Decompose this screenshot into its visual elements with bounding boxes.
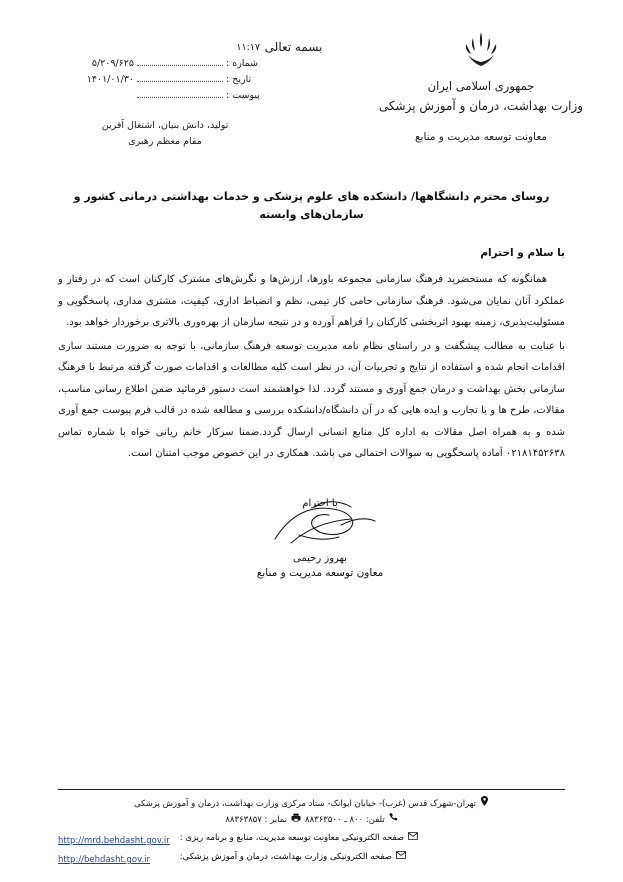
footer-contact-line (58, 812, 565, 828)
letter-time: ۱۱:۱۷ (236, 42, 260, 53)
slogan-line-1: تولید، دانش بنیان، اشتغال آفرین (101, 120, 229, 131)
greeting-line: با سلام و احترام (480, 247, 565, 260)
meta-label-date: تاریخ : (226, 74, 252, 85)
meta-label-number: شماره : (226, 58, 259, 69)
footer-link-cell-2[interactable] (58, 847, 170, 866)
fax-icon (291, 812, 301, 828)
footer-link-behdasht[interactable]: http://behdasht.gov.ir (58, 855, 151, 865)
letter-body (0, 188, 623, 579)
basmala-label: بسمه تعالی (264, 40, 323, 54)
meta-dots-number (137, 56, 223, 66)
footer-email-label-2: صفحه الکترونیکی وزارت بهداشت، درمان و آموزش پزشکی: (179, 851, 392, 862)
signer-name: بهروز رحیمی (293, 552, 347, 564)
footer-email-label-1: صفحه الکترونیکی معاونت توسعه مدیریت، منابع و برنامه ریزی : (179, 832, 404, 843)
footer-fax-text: نمابر : ۸۸۳۶۳۸۵۷ (225, 814, 288, 825)
letter-meta-block (60, 42, 260, 104)
org-name-line-1: جمهوری اسلامی ایران (427, 78, 535, 94)
letter-footer (0, 789, 623, 866)
meta-row-attachment (60, 88, 260, 101)
meta-dots-date (137, 72, 223, 82)
envelope-icon-2 (396, 851, 406, 862)
body-paragraph-2: با عنایت به مطالب پیشگفت و در راستای نظام نامه مدیریت توسعه فرهنگ سازمانی، با توجه به ضرورت مستند سازی اقدامات انجام شده و استفاده از نتایج و تجربیات آن، در نظر است کلیه مطالعات و اقدامات صورت گرفته مرتبط با فرهنگ سازمانی بخش بهداشت و درمان جمع آوری و مستند گردد. لذا خواهشمند است دستور فرمائید ضمن اطلاع رسانی مناسب، مقالات، طرح ها و یا تجارب و ایده هایی که در آن دانشگاه/دانشکده بررسی و مطالعه شده در قالب فرم پیوست جمع آوری شده و به همراه اصل مقالات به اداره کل منابع انسانی ارسال گردد.ضمنا سرکار خانم ریانی خواه با شماره تماس ۰۲۱۸۱۴۵۲۶۳۸ آماده پاسخگویی به سوالات احتمالی می باشد. همکاری در این خصوص موجب امتنان است. (58, 340, 565, 460)
meta-row-date (60, 72, 260, 85)
meta-dots-attachment (137, 88, 223, 98)
year-slogan (70, 118, 260, 150)
signature-closing: با احترام (302, 497, 338, 509)
meta-label-attachment: پیوست : (226, 90, 260, 101)
meta-value-date: ۱۴۰۱/۰۱/۳۰ (86, 74, 134, 85)
footer-address-line (58, 796, 565, 812)
location-pin-icon (480, 796, 489, 812)
body-paragraph-1: همانگونه که مستحضرید فرهنگ سازمانی مجموعه باورها، ارزش‌ها و نگرش‌های مشترک کارکنان است که در رفتار و عملکرد آنان نمایان می‌شود. فرهنگ سازمانی حامی کار تیمی، نظم و انضباط اداری، کیفیت، مشتری مداری، پاسخگویی و مسئولیت‌پذیری، زمینه بهبود اثربخشی کارکنان را فراهم آورده و در نتیجه سازمان از بهره‌وری بالاتری برخوردار خواهد بود. (58, 274, 565, 329)
footer-link-mrd[interactable]: http://mrd.behdasht.gov.ir (58, 836, 170, 846)
meta-row-number (60, 56, 260, 69)
footer-email-row-1 (180, 832, 565, 843)
footer-email-row-2 (180, 851, 565, 862)
phone-icon (389, 812, 398, 828)
letter-header (0, 0, 623, 170)
meta-value-number: ۵/۲۰۹/۶۲۵ (91, 58, 134, 69)
footer-link-cell-1[interactable] (58, 828, 170, 847)
envelope-icon (408, 832, 418, 843)
meta-row-time (60, 42, 260, 53)
handwritten-signature-icon (245, 511, 395, 551)
footer-web-block (58, 828, 565, 866)
footer-address-text: تهران-شهرک قدس (غرب)- خیابان ایوانک- ستاد مرکزی وزارت بهداشت، درمان و آموزش پزشکی (133, 798, 477, 809)
slogan-line-2: مقام معظم رهبری (128, 136, 202, 148)
org-name-line-2: وزارت بهداشت، درمان و آموزش پزشکی (378, 98, 584, 114)
org-department: معاونت توسعه مدیریت و منابع (414, 131, 548, 144)
signer-role: معاون توسعه مدیریت و منابع (256, 566, 384, 579)
footer-divider (58, 789, 565, 790)
signature-block (195, 491, 445, 579)
footer-phone-text: تلفن: ۸۰۰ ـ ۸۸۳۶۳۵۰۰ (305, 814, 385, 825)
addressee-line: روسای محترم دانشگاهها/ دانشکده های علوم پزشکی و خدمات بهداشتی درمانی کشور و سازمان‌های وابسته (73, 190, 550, 221)
